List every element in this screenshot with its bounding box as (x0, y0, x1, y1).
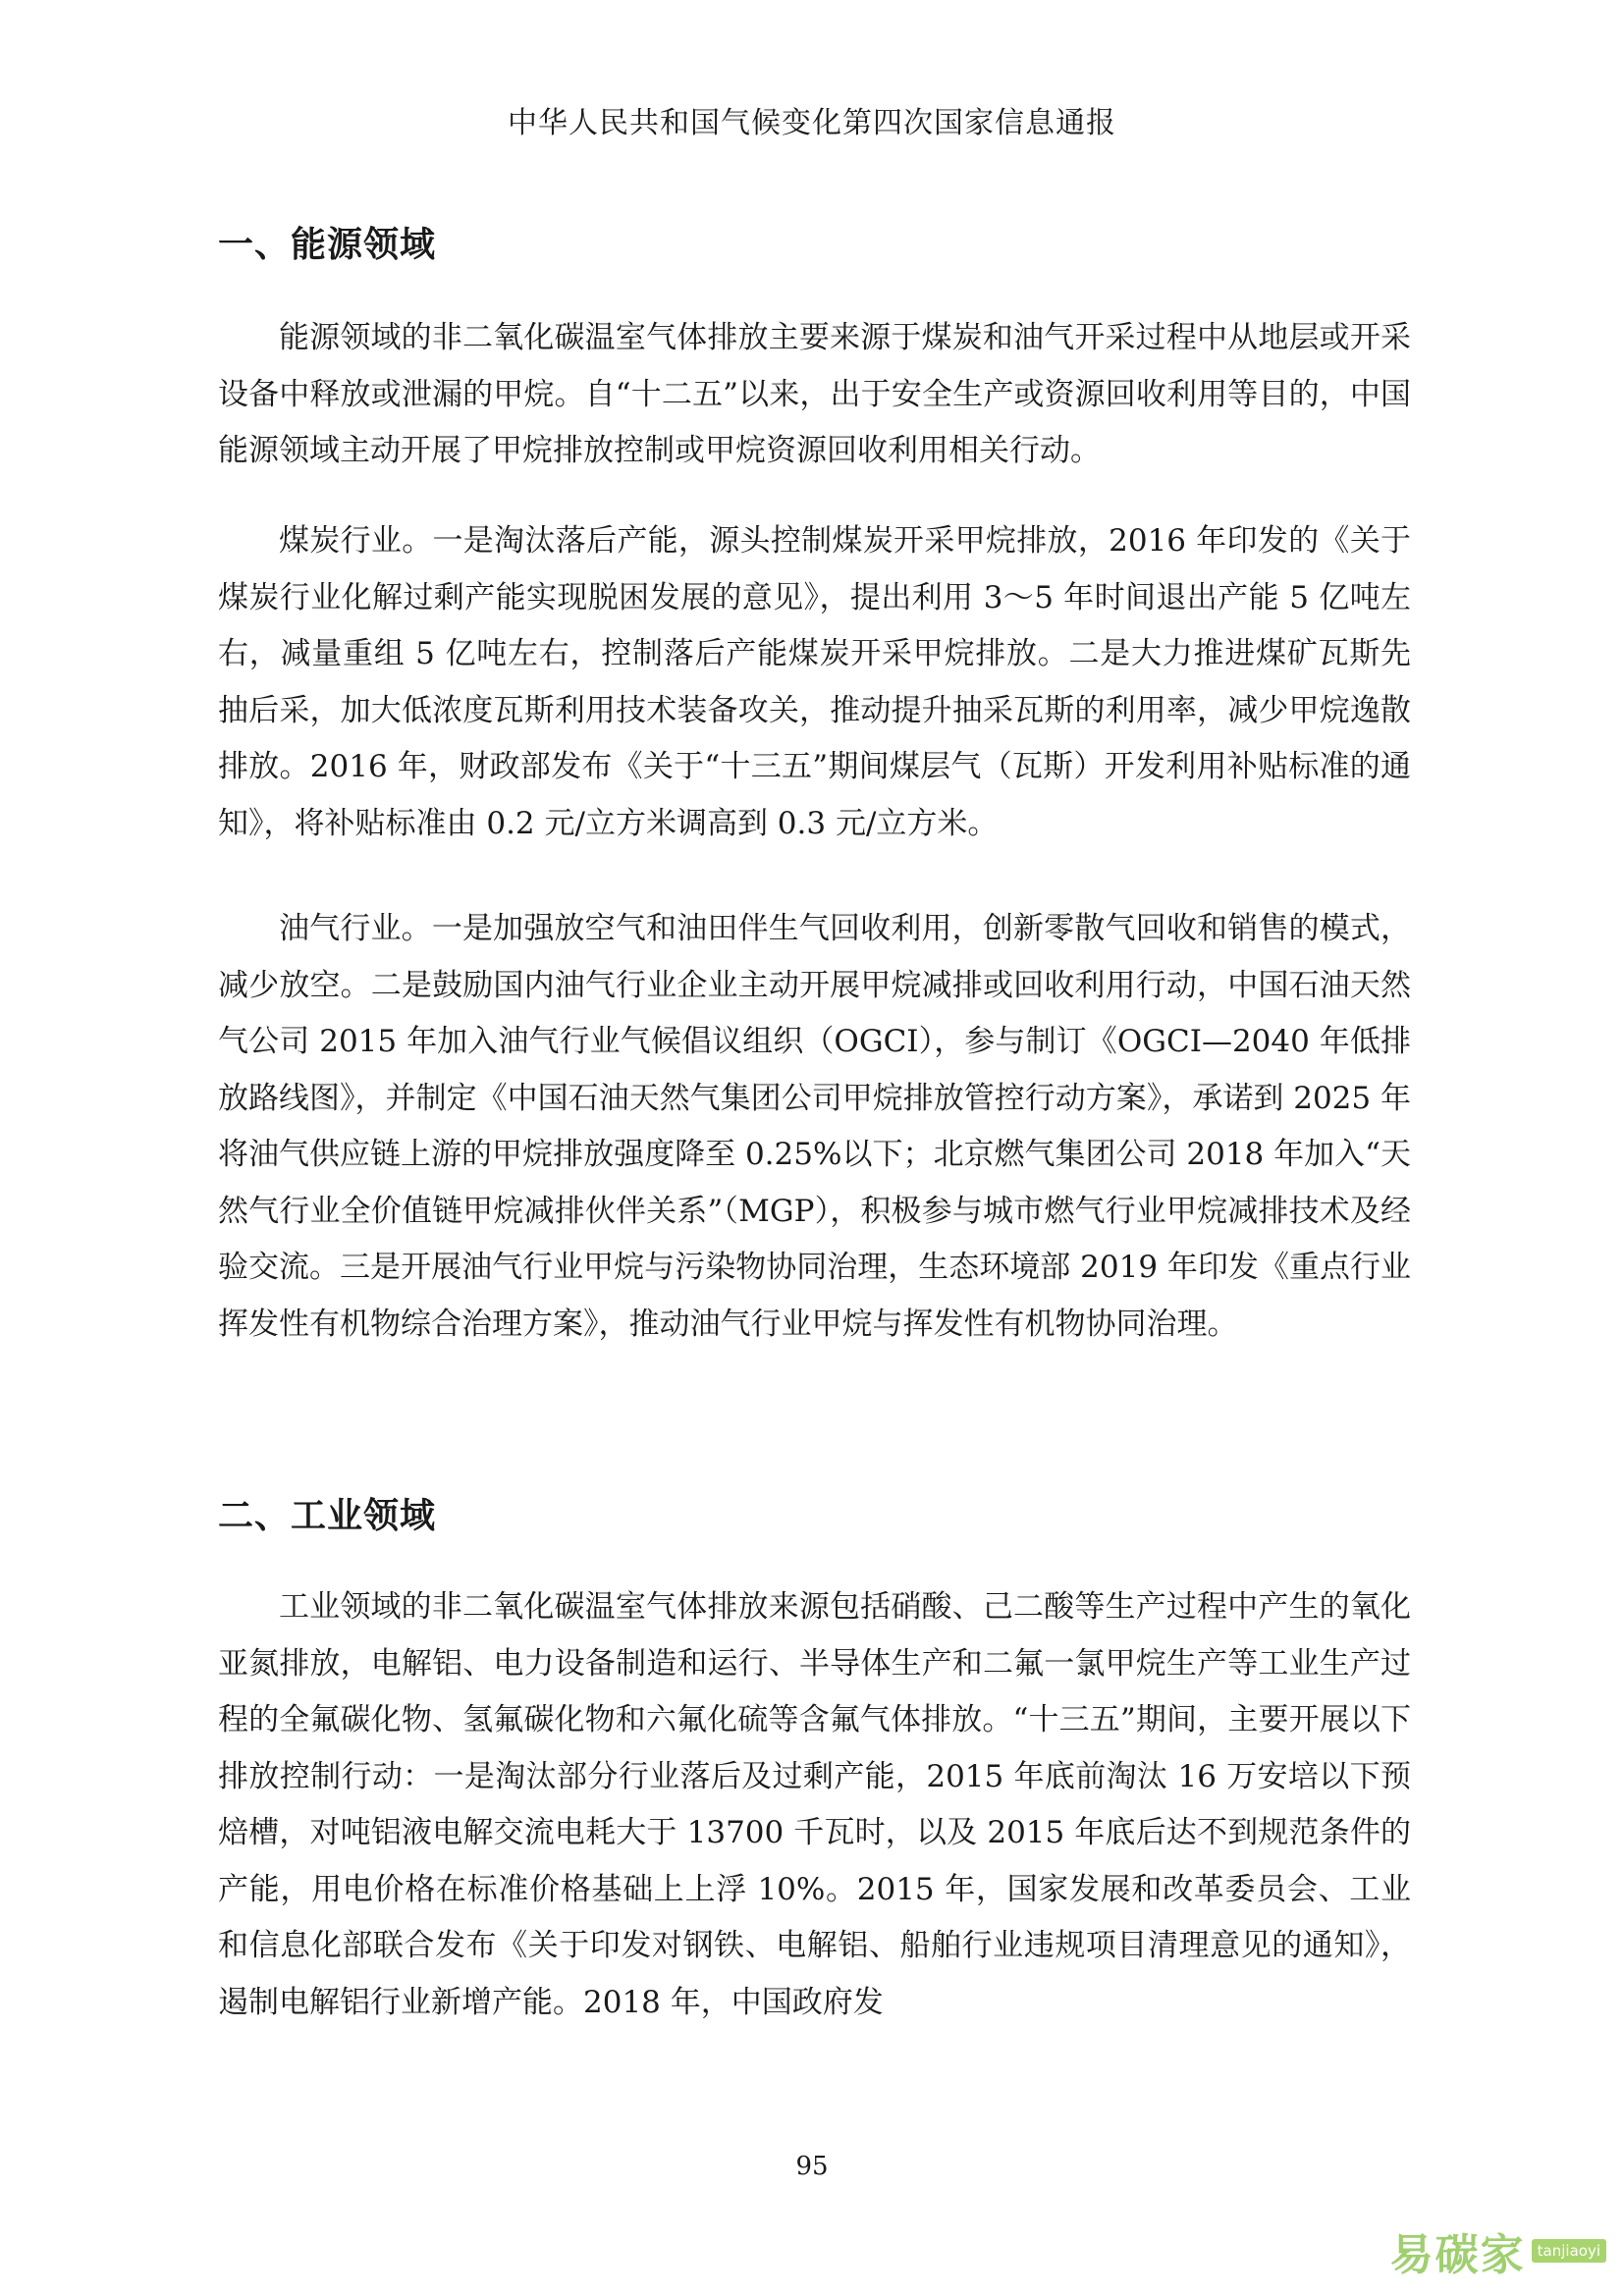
watermark-logo: 易碳家 (1389, 2230, 1526, 2280)
watermark (1390, 2219, 1606, 2282)
paragraph-industry-intro: 工业领域的非二氧化碳温室气体排放来源包括硝酸、己二酸等生产过程中产生的氧化亚氮排放，电解铝、电力设备制造和运行、半导体生产和二氟一氯甲烷生产等工业生产过程的全氟碳化物、氢氟碳化物和六氟化硫等含氟气体排放。“十三五”期间，主要开展以下排放控制行动：一是淘汰部分行业落后及过剩产能，2015 年底前淘汰 16 万安培以下预焙槽，对吨铝液电解交流电耗大于 13700 千瓦时，以及 2015 年底后达不到规范条件的产能，用电价格在标准价格基础上上浮 10%。2015 年，国家发展和改革委员会、工业和信息化部联合发布《关于印发对钢铁、电解铝、船舶行业违规项目清理意见的通知》，遏制电解铝行业新增产能。2018 年，中国政府发 (218, 1589, 1411, 2020)
page-number: 95 (795, 2152, 829, 2181)
section-heading-industry: 二、工业领域 (218, 1496, 437, 1536)
section-heading-energy: 一、能源领域 (218, 225, 437, 265)
paragraph-coal-industry: 煤炭行业。一是淘汰落后产能，源头控制煤炭开采甲烷排放，2016 年印发的《关于煤炭行业化解过剩产能实现脱困发展的意见》，提出利用 3～5 年时间退出产能 5 亿吨左右，减量重组 5 亿吨左右，控制落后产能煤炭开采甲烷排放。二是大力推进煤矿瓦斯先抽后采，加大低浓度瓦斯利用技术装备攻关，推动提升抽采瓦斯的利用率，减少甲烷逸散排放。2016 年，财政部发布《关于“十三五”期间煤层气（瓦斯）开发利用补贴标准的通知》，将补贴标准由 0.2 元/立方米调高到 0.3 元/立方米。 (218, 523, 1411, 841)
paragraph-energy-intro: 能源领域的非二氧化碳温室气体排放主要来源于煤炭和油气开采过程中从地层或开采设备中释放或泄漏的甲烷。自“十二五”以来，出于安全生产或资源回收利用等目的，中国能源领域主动开展了甲烷排放控制或甲烷资源回收利用相关行动。 (218, 320, 1411, 468)
watermark-url: tanjiaoyi (1532, 2239, 1606, 2263)
paragraph-oil-gas-industry: 油气行业。一是加强放空气和油田伴生气回收利用，创新零散气回收和销售的模式，减少放空。二是鼓励国内油气行业企业主动开展甲烷减排或回收利用行动，中国石油天然气公司 2015 年加入油气行业气候倡议组织（OGCI），参与制订《OGCI—2040 年低排放路线图》，并制定《中国石油天然气集团公司甲烷排放管控行动方案》，承诺到 2025 年将油气供应链上游的甲烷排放强度降至 0.25%以下；北京燃气集团公司 2018 年加入“天然气行业全价值链甲烷减排伙伴关系”（MGP），积极参与城市燃气行业甲烷减排技术及经验交流。三是开展油气行业甲烷与污染物协同治理，生态环境部 2019 年印发《重点行业挥发性有机物综合治理方案》，推动油气行业甲烷与挥发性有机物协同治理。 (218, 911, 1411, 1342)
running-header: 中华人民共和国气候变化第四次国家信息通报 (508, 106, 1116, 140)
